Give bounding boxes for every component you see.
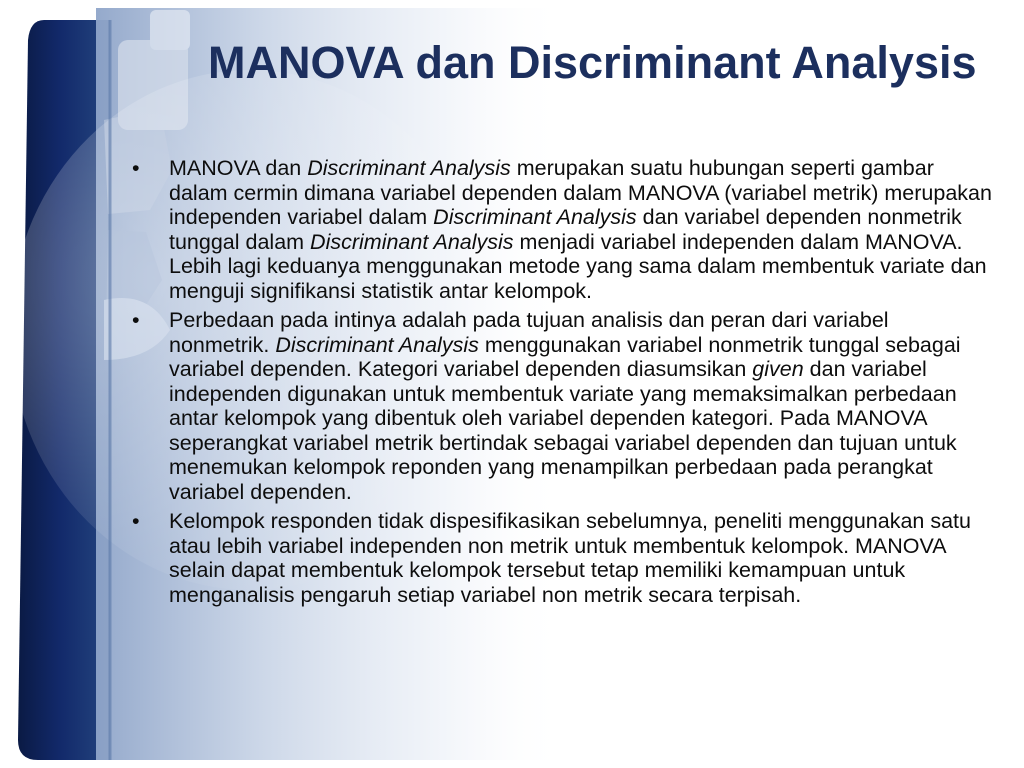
bullet-marker: • [132, 509, 140, 533]
italic-term: Discriminant Analysis [310, 229, 514, 254]
bullet-text: menggunakan variabel nonmetrik tunggal sebagai variabel dependen. Kategori variabel dependen diasumsikan [169, 332, 961, 381]
slide-title: MANOVA dan Discriminant Analysis [208, 37, 977, 88]
bullet-text: merupakan suatu hubungan seperti gambar dalam cermin dimana variabel dependen dalam MANOVA (variabel metrik) merupakan independen variabel dalam [169, 156, 992, 229]
bullet-item [128, 156, 994, 303]
bullet-item [128, 308, 994, 504]
italic-term: given [752, 357, 804, 381]
bullet-text: Kelompok responden tidak dispesifikasikan sebelumnya, peneliti menggunakan satu atau lebih variabel independen non metrik untuk membentuk kelompok. MANOVA selain dapat membentuk kelompok tersebut tetap memiliki kemampuan untuk menganalisis pengaruh setiap variabel non metrik secara terpisah. [169, 509, 971, 607]
italic-term: Discriminant Analysis [307, 156, 511, 180]
bullet-text: dan variabel independen digunakan untuk membentuk variate yang memaksimalkan perbedaan antar kelompok yang dibentuk oleh variabel dependen kategori. Pada MANOVA seperangkat variabel metrik bertindak sebagai variabel dependen dan tujuan untuk menemukan kelompok reponden yang menampilkan perbedaan pada perangkat variabel dependen. [169, 357, 957, 504]
bullet-item [128, 509, 994, 607]
bullet-text: dan variabel dependen nonmetrik tunggal dalam [169, 205, 962, 254]
italic-term: Discriminant Analysis [275, 332, 479, 357]
bullet-text: MANOVA dan [169, 156, 308, 180]
italic-term: Discriminant Analysis [433, 205, 637, 229]
bullet-marker: • [132, 156, 140, 180]
bullet-text: Perbedaan pada intinya adalah pada tujuan analisis dan peran dari variabel nonmetrik. [169, 308, 889, 357]
bullet-marker: • [132, 308, 140, 332]
bullet-text: menjadi variabel independen dalam MANOVA. Lebih lagi keduanya menggunakan metode yang sama dalam membentuk variate dan menguji signifikansi statistik antar kelompok. [169, 229, 987, 303]
bullet-list [128, 156, 994, 612]
